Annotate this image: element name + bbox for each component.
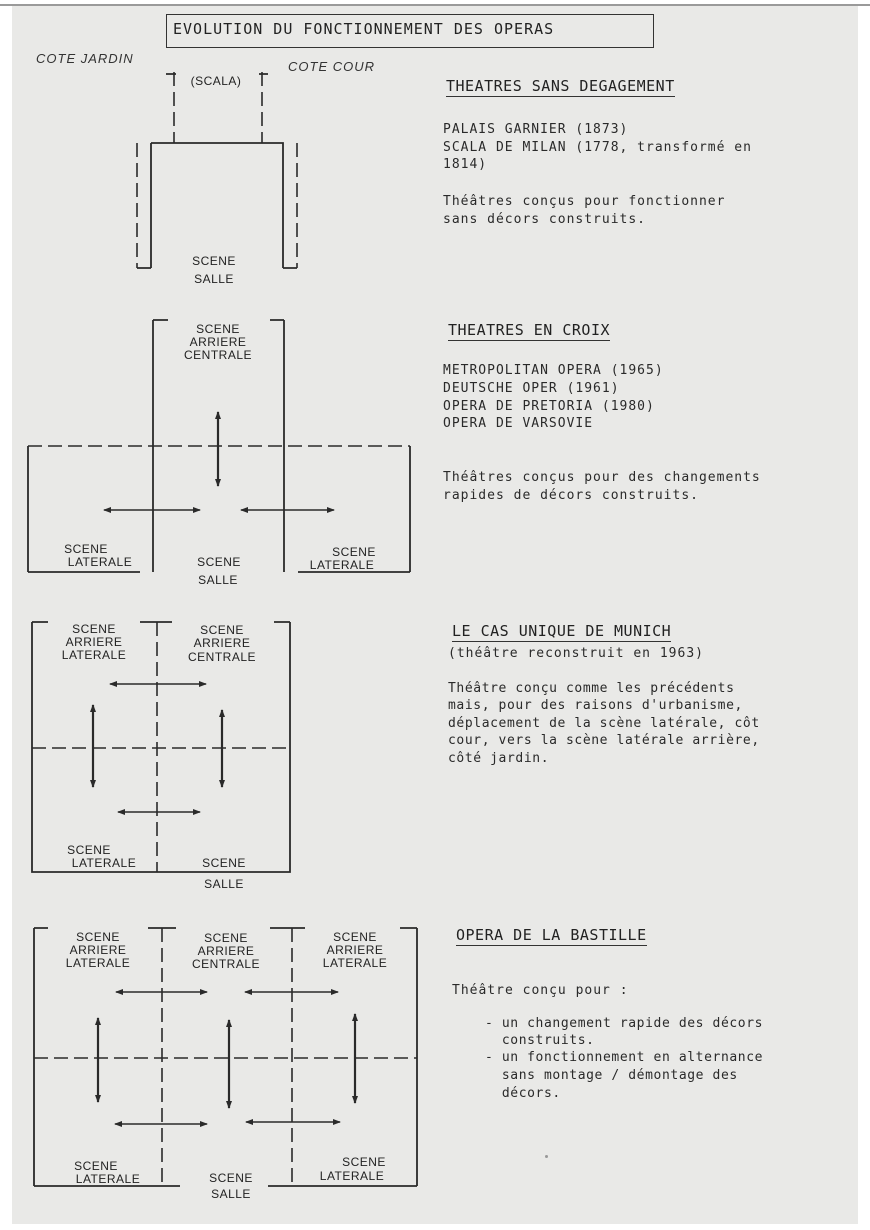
section-munich-heading: LE CAS UNIQUE DE MUNICH [452, 622, 672, 640]
diagram4-rl-scene: SCENE [76, 930, 120, 944]
diagram4-ll-laterale: LATERALE [75, 1172, 141, 1186]
bastille-description: Théâtre conçu pour : [452, 983, 629, 998]
diagram3-scene: SCENE [202, 856, 246, 870]
diagram4-salle: SALLE [211, 1187, 251, 1201]
diagram3-rl-arriere: ARRIERE [65, 635, 123, 649]
diagram2-left-scene: SCENE [64, 542, 108, 556]
diagram4-lr-laterale: LATERALE [319, 1169, 385, 1183]
sans-degagement-example: SCALA DE MILAN (1778, transformé en [443, 140, 752, 155]
diagram4-rc-scene: SCENE [204, 931, 248, 945]
diagram4-rl-laterale: LATERALE [65, 956, 131, 970]
diagram1-scala-label: (SCALA) [190, 74, 242, 88]
diagram2-scene: SCENE [197, 555, 241, 569]
diagram4-rr-arriere: ARRIERE [326, 943, 384, 957]
munich-description: mais, pour des raisons d'urbanisme, [448, 698, 743, 713]
en-croix-description: rapides de décors construits. [443, 488, 699, 503]
diagram4-lr-scene: SCENE [342, 1155, 386, 1169]
diagram3-rl-laterale: LATERALE [61, 648, 127, 662]
diagram4-scene: SCENE [209, 1171, 253, 1185]
diagram3-rc-arriere: ARRIERE [193, 636, 251, 650]
diagram4-ll-scene: SCENE [74, 1159, 118, 1173]
diagram2-right-laterale: LATERALE [309, 558, 375, 572]
diagram2-rear-arriere: ARRIERE [189, 335, 247, 349]
bastille-bullet-2: - un fonctionnement en alternance [485, 1050, 764, 1065]
bastille-bullet-1-cont: construits. [485, 1033, 595, 1048]
sans-degagement-description: sans décors construits. [443, 212, 647, 227]
diagram-sans-degagement [137, 72, 297, 286]
diagram-munich [32, 622, 290, 891]
diagram4-rc-centrale: CENTRALE [191, 957, 261, 971]
diagram3-rc-scene: SCENE [200, 623, 244, 637]
diagram3-lat-laterale: LATERALE [71, 856, 137, 870]
document-title: EVOLUTION DU FONCTIONNEMENT DES OPERAS [166, 14, 654, 48]
en-croix-example: DEUTSCHE OPER (1961) [443, 381, 620, 396]
sans-degagement-description: Théâtres conçus pour fonctionner [443, 194, 726, 209]
sans-degagement-example: PALAIS GARNIER (1873) [443, 122, 629, 137]
bastille-bullet-2-cont: sans montage / démontage des [485, 1068, 738, 1083]
en-croix-example: OPERA DE VARSOVIE [443, 416, 594, 431]
diagram4-rr-scene: SCENE [333, 930, 377, 944]
section-en-croix-heading: THEATRES EN CROIX [448, 321, 611, 339]
bastille-bullet-2-cont: décors. [485, 1086, 561, 1101]
diagram4-rl-arriere: ARRIERE [69, 943, 127, 957]
diagram4-rr-laterale: LATERALE [322, 956, 388, 970]
diagram4-rc-arriere: ARRIERE [197, 944, 255, 958]
diagram2-right-scene: SCENE [332, 545, 376, 559]
bastille-bullet-1: - un changement rapide des décors [485, 1016, 764, 1031]
diagram1-salle-label: SALLE [194, 272, 234, 286]
diagram3-rc-centrale: CENTRALE [187, 650, 257, 664]
diagram2-left-laterale: LATERALE [67, 555, 133, 569]
munich-description: cour, vers la scène latérale arrière, [448, 733, 760, 748]
diagram3-lat-scene: SCENE [67, 843, 111, 857]
munich-subheading: (théâtre reconstruit en 1963) [448, 646, 704, 661]
section-sans-degagement-heading: THEATRES SANS DEGAGEMENT [446, 77, 675, 95]
diagram-bastille [34, 928, 417, 1201]
sans-degagement-example: 1814) [443, 157, 488, 172]
diagram-en-croix [28, 320, 410, 587]
cote-jardin-label: COTE JARDIN [36, 51, 134, 66]
munich-description: déplacement de la scène latérale, côt [448, 716, 760, 731]
en-croix-description: Théâtres conçus pour des changements [443, 470, 761, 485]
cote-cour-label: COTE COUR [288, 59, 375, 74]
diagram2-rear-centrale: CENTRALE [183, 348, 253, 362]
munich-description: Théâtre conçu comme les précédents [448, 681, 735, 696]
diagram2-salle: SALLE [198, 573, 238, 587]
munich-description: côté jardin. [448, 751, 550, 766]
section-bastille-heading: OPERA DE LA BASTILLE [456, 926, 647, 944]
diagram3-rl-scene: SCENE [72, 622, 116, 636]
en-croix-example: OPERA DE PRETORIA (1980) [443, 399, 655, 414]
diagram1-scene-label: SCENE [192, 254, 236, 268]
en-croix-example: METROPOLITAN OPERA (1965) [443, 363, 664, 378]
diagram3-salle: SALLE [204, 877, 244, 891]
diagram2-rear-scene: SCENE [196, 322, 240, 336]
